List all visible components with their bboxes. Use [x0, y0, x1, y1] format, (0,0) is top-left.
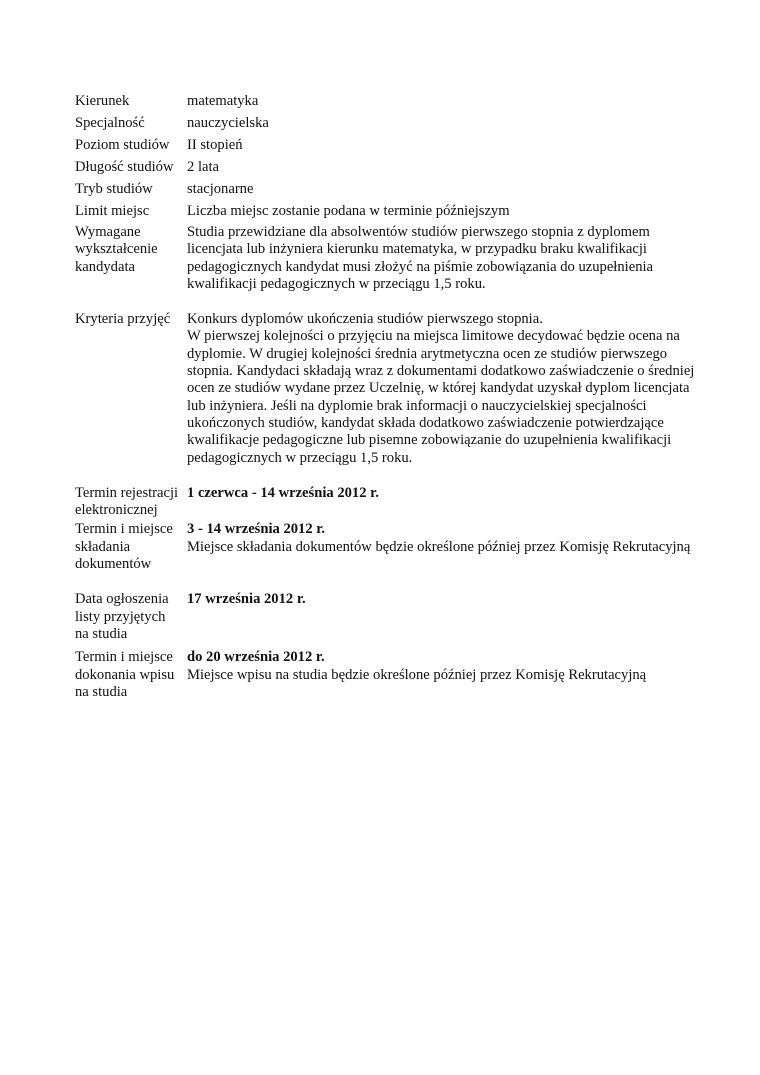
label-line: Termin i miejsce: [75, 521, 173, 538]
field-value: stacjonarne: [187, 181, 254, 197]
label-line: dokumentów: [75, 556, 152, 573]
field-value: [187, 649, 695, 684]
label-line: Termin i miejsce: [75, 649, 173, 666]
documents-place-note: Miejsce składania dokumentów będzie określone później przez Komisję Rekrutacyjną: [187, 538, 691, 555]
field-label: [75, 485, 187, 520]
field-value: II stopień: [187, 137, 243, 153]
row-specjalnosc: [75, 114, 695, 136]
row-rejestracja: [75, 485, 695, 520]
field-value: Liczba miejsc zostanie podana w terminie późniejszym: [187, 203, 510, 219]
row-kierunek: [75, 92, 695, 114]
field-label: Długość studiów: [75, 159, 174, 175]
field-label: [75, 649, 187, 701]
field-value: Studia przewidziane dla absolwentów studiów pierwszego stopnia z dyplomem licencjata lub inżyniera kierunku matematyka, w przypadku braku kwalifikacji pedagogicznych kandydat musi złożyć na piśmie zobowiązania do uzupełnienia kwalifikacji pedagogicznych w przeciągu 1,5 roku.: [187, 224, 654, 292]
row-dlugosc: [75, 158, 695, 180]
field-label: [75, 224, 187, 276]
label-line: Termin rejestracji: [75, 484, 179, 501]
field-value: [187, 521, 695, 556]
label-line: Wymagane: [75, 224, 141, 240]
label-line: dokonania wpisu: [75, 666, 175, 683]
label-line: Data ogłoszenia: [75, 591, 169, 608]
field-label: Kryteria przyjęć: [75, 311, 171, 328]
row-wpis: [75, 649, 695, 701]
field-value: matematyka: [187, 93, 259, 109]
label-line: na studia: [75, 625, 128, 642]
label-line: na studia: [75, 683, 128, 700]
row-dokumenty: [75, 521, 695, 573]
field-label: Poziom studiów: [75, 137, 170, 153]
row-wyksztalcenie: [75, 224, 695, 293]
document-page: [75, 92, 695, 701]
documents-dates: 3 - 14 września 2012 r.: [187, 521, 326, 538]
row-ogloszenie: [75, 591, 695, 643]
row-poziom: [75, 136, 695, 158]
field-value: 2 lata: [187, 159, 220, 175]
registration-dates: 1 czerwca - 14 września 2012 r.: [187, 484, 379, 501]
row-limit: [75, 202, 695, 224]
field-label: [75, 521, 187, 573]
field-label: [75, 591, 187, 643]
field-label: Tryb studiów: [75, 181, 153, 197]
label-line: elektronicznej: [75, 502, 158, 519]
label-line: listy przyjętych: [75, 608, 166, 625]
field-label: Kierunek: [75, 93, 130, 109]
criteria-text: W pierwszej kolejności o przyjęciu na miejsca limitowe decydować będzie ocena na dyplomie. W drugiej kolejności średnia arytmetyczna ocen ze studiów pierwszego stopnia. Kandydaci składają wraz z dokumentami dodatkowo zaświadczenie o średniej ocen ze studiów wydane przez Uczelnię, w której kandydat uzyskał dyplom licencjata lub inżyniera. Jeśli na dyplomie brak informacji o nauczycielskiej specjalności ukończonych studiów, kandydat składa dodatkowo zaświadczenie potwierdzające kwalifikacje pedagogiczne lub pisemne zobowiązanie do uzupełnienia kwalifikacji pedagogicznych w przeciągu 1,5 roku.: [187, 328, 695, 466]
announcement-date: 17 września 2012 r.: [187, 591, 306, 608]
enrollment-date: do 20 września 2012 r.: [187, 649, 325, 666]
criteria-heading: Konkurs dyplomów ukończenia studiów pierwszego stopnia.: [187, 311, 543, 328]
field-value: nauczycielska: [187, 115, 269, 131]
enrollment-place-note: Miejsce wpisu na studia będzie określone później przez Komisję Rekrutacyjną: [187, 666, 647, 683]
label-line: kandydata: [75, 258, 135, 275]
field-value: [187, 311, 695, 467]
field-label: Specjalność: [75, 115, 145, 131]
field-label: Limit miejsc: [75, 203, 150, 219]
label-line: wykształcenie: [75, 241, 158, 258]
row-kryteria: [75, 311, 695, 467]
row-tryb: [75, 180, 695, 202]
label-line: składania: [75, 538, 131, 555]
